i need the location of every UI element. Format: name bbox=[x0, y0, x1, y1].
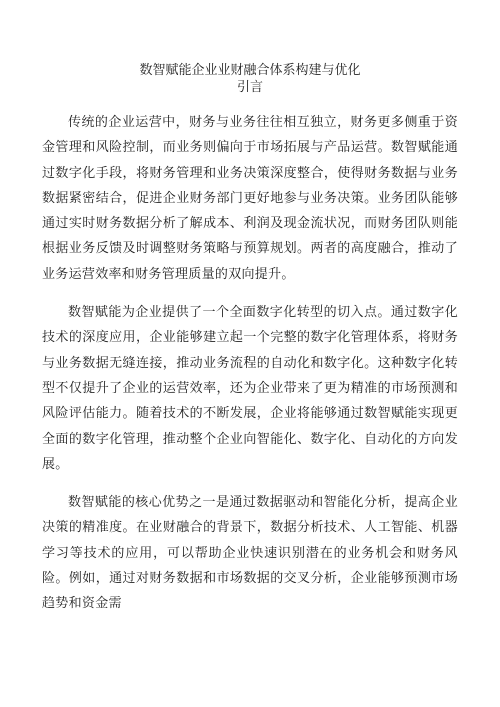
paragraph-2: 数智赋能为企业提供了一个全面数字化转型的切入点。通过数字化技术的深度应用，企业能够建立起一个完整的数字化管理体系，将财务与业务数据无缝连接，推动业务流程的自动化和数字化。这种数字化转型不仅提升了企业的运营效率，还为企业带来了更为精准的市场预测和风险评估能力。随着技术的不断发展，企业将能够通过数智赋能实现更全面的数字化管理，推动整个企业向智能化、数字化、自动化的方向发展。 bbox=[42, 305, 458, 472]
paragraph-1: 传统的企业运营中，财务与业务往往相互独立，财务更多侧重于资金管理和风险控制，而业务则偏向于市场拓展与产品运营。数智赋能通过数字化手段，将财务管理和业务决策深度整合，使得财务数据与业务数据紧密结合，促进企业财务部门更好地参与业务决策。业务团队能够通过实时财务数据分析了解成本、利润及现金流状况，而财务团队则能根据业务反馈及时调整财务策略与预算规划。两者的高度融合，推动了业务运营效率和财务管理质量的双向提升。 bbox=[42, 115, 458, 282]
paragraph-3: 数智赋能的核心优势之一是通过数据驱动和智能化分析，提高企业决策的精准度。在业财融合的背景下，数据分析技术、人工智能、机器学习等技术的应用，可以帮助企业快速识别潜在的业务机会和财务风险。例如，通过对财务数据和市场数据的交叉分析，企业能够预测市场趋势和资金需 bbox=[42, 495, 458, 612]
document-subtitle: 引言 bbox=[236, 80, 263, 95]
document-title: 数智赋能企业业财融合体系构建与优化 bbox=[139, 63, 361, 78]
